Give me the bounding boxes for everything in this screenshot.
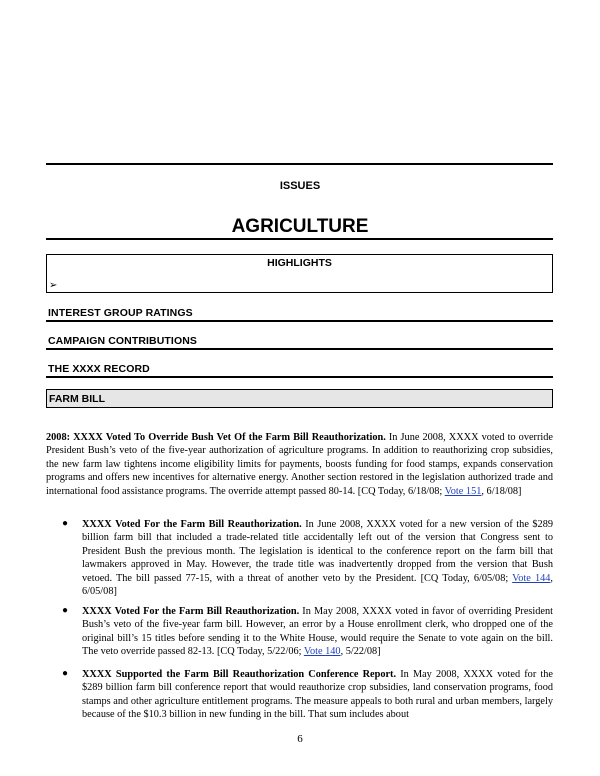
entry-headline: XXXX Voted For the Farm Bill Reauthorization.: [82, 606, 300, 617]
section-farm-bill: FARM BILL: [49, 393, 105, 405]
record-entry: [82, 518, 553, 598]
farm-bill-section-bar: [46, 389, 553, 408]
entry-tail: , 5/22/08]: [340, 646, 381, 658]
bullet-icon: ●: [62, 605, 69, 616]
arrow-bullet-icon: ➢: [49, 280, 58, 291]
section-rule: [46, 376, 553, 378]
title-underline: [46, 238, 553, 240]
record-entry: [46, 431, 553, 498]
section-campaign-contributions: CAMPAIGN CONTRIBUTIONS: [48, 335, 197, 347]
entry-headline: XXXX Supported the Farm Bill Reauthorization Conference Report.: [82, 669, 397, 680]
entry-body: In May 2008, XXXX voted in favor of overriding President Bush’s veto of the five-year farm bill. However, an error by a House enrollment clerk, who dropped one of the original bill’s 15 titles before sending it to the White House, would require the Senate to vote again on the bill. The veto override passed 82-13. [CQ Today, 5/22/06;: [82, 606, 553, 658]
entry-headline: 2008: XXXX Voted To Override Bush Vet Of the Farm Bill Reauthorization.: [46, 432, 386, 443]
record-entry: [82, 668, 553, 722]
bullet-icon: ●: [62, 668, 69, 679]
page-number: 6: [0, 731, 600, 745]
section-interest-group-ratings: INTEREST GROUP RATINGS: [48, 307, 193, 319]
entry-headline: XXXX Voted For the Farm Bill Reauthorization.: [82, 519, 302, 530]
entry-tail: , 6/05/08]: [82, 572, 553, 598]
highlights-box: [46, 254, 553, 293]
page-title: AGRICULTURE: [231, 216, 369, 237]
entry-body: In May 2008, XXXX voted for the $289 billion farm bill conference report that would reauthorize crop subsidies, land conservation programs, food stamps and other agriculture entitlement programs. The measure appeals to both rural and urban members, largely because of the $10.3 billion in new funding in the bill. That sum includes about: [82, 669, 553, 721]
vote-link[interactable]: Vote 151: [444, 485, 482, 497]
header-top-rule: [46, 163, 553, 165]
section-rule: [46, 348, 553, 350]
section-record: THE XXXX RECORD: [48, 363, 150, 375]
record-entry: [82, 605, 553, 659]
issues-label: ISSUES: [279, 180, 321, 192]
highlights-label: HIGHLIGHTS: [267, 257, 332, 269]
vote-link[interactable]: Vote 140: [303, 646, 341, 658]
vote-link[interactable]: Vote 144: [512, 572, 551, 584]
bullet-icon: ●: [62, 518, 69, 529]
entry-body: In June 2008, XXXX voted for a new version of the $289 billion farm bill that included a trade-related title accidentally left out of the version that Congress sent to President Bush the previous month. The legislation is identical to the conference report on the farm bill that lawmakers approved in May. However, the trade title was inadvertently dropped from the version that Bush vetoed. The bill passed 77-15, with a threat of another veto by the President. [CQ Today, 6/05/08;: [82, 519, 553, 584]
section-rule: [46, 320, 553, 322]
entry-tail: , 6/18/08]: [481, 485, 522, 497]
entry-body: In June 2008, XXXX voted to override President Bush’s veto of the five-year authorization of agriculture programs. In addition to reauthorizing crop subsidies, the new farm law tightens income eligibility limits for payments, boosts funding for food stamps, expands conservation programs and offers new incentives for alternative energy. Another section restored in the legislation authorized trade and international food assistance programs. The override attempt passed 80-14. [CQ Today, 6/18/08;: [46, 432, 553, 497]
